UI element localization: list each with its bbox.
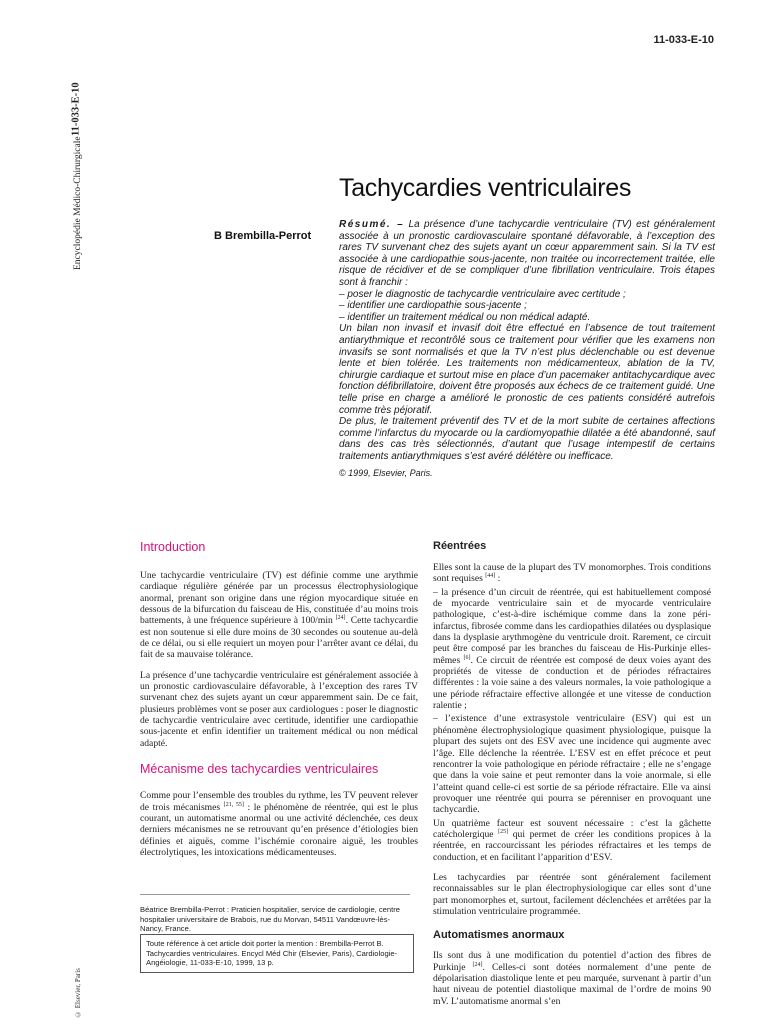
body-paragraph <box>140 570 418 661</box>
abstract-paragraph <box>339 219 715 289</box>
reference: [21, 55] <box>223 801 244 808</box>
text-run: Une tachycardie ventriculaire (TV) est définie comme une arythmie cardiaque régulière générée par un processus électrophysiologique anormal, prenant son origine dans une région myocardique située en dessous de la bifurcation du faisceau de His, constituée d’au moins trois battements, à une fréquence supérieure à 100/min <box>140 570 418 627</box>
body-paragraph <box>140 790 418 858</box>
abstract <box>339 219 715 480</box>
body-paragraph: Les tachycardies par réentrée sont généralement facilement reconnaissables sur le plan électrophysiologique car elles sont d’une part monomorphes et, surtout, facilement déclenchées et arrêtées par la stimulation ventriculaire programmée. <box>433 871 711 917</box>
right-column <box>433 540 711 1007</box>
reference: [24] <box>335 615 346 622</box>
abstract-paragraph: De plus, le traitement préventif des TV et de la mort subite de certaines affections comme l’infarctus du myocarde ou la cardiomyopathie dilatée a été abandonné, sauf dans des cas très sélectionnés, d’autant que l’usage intempestif de certains traitements antiarythmiques s’est avéré délétère ou inefficace. <box>339 416 715 462</box>
text-run: . Ce circuit de réentrée est composé de deux voies ayant des propriétés de vitesse de conduction et de périodes réfractaires différentes : la voie saine a des valeurs normales, la voie pathologique a une période réfractaire effective allongée et une vitesse de conduction ralentie ; <box>433 654 711 712</box>
abstract-bullet: – poser le diagnostic de tachycardie ventriculaire avec certitude ; <box>339 288 626 300</box>
body-paragraph <box>433 950 711 1007</box>
abstract-paragraph: Un bilan non invasif et invasif doit être effectué en l’absence de tout traitement antiarythmique et recontrôlé sous ce traitement pour vérifier que les examens non invasifs se sont normalisés et que la TV n’est plus déclenchable ou est devenue lente et bien tolérée. Les traitements non médicamenteux, ablation de la TV, chirurgie cardiaque et surtout mise en place d’un pacemaker antitachycardique avec fonction défibrillatoire, doivent être proposés aux échecs de ce traitement guidé. Une telle prise en charge a amélioré le pronostic de ces patients considéré autrefois comme très péjoratif. <box>339 323 715 416</box>
abstract-lead: La présence d’une tachycardie ventriculaire (TV) est généralement associée à un pronostic cardiovasculaire spontané défavorable, à l’exception des rares TV survenant chez des sujets ayant un cœur apparemment sain. Si la TV est associée à une cardiopathie sous-jacente, non traitée ou incorrectement traitée, elle risque de récidiver et de se compliquer d’une fibrillation ventriculaire. Trois étapes sont à franchir : <box>339 219 715 288</box>
text-run: Ils sont dus à une modification du potentiel d’action des fibres de Purkinje <box>433 950 711 973</box>
body-paragraph <box>433 587 711 712</box>
abstract-bullet: – identifier un traitement médical ou non médical adapté. <box>339 311 591 323</box>
journal-sidebar <box>71 40 85 270</box>
publisher-mark: © Elsevier, Paris <box>74 968 82 1018</box>
abstract-copyright: © 1999, Elsevier, Paris. <box>339 468 433 479</box>
reference: [6] <box>463 654 471 661</box>
body-paragraph: La présence d’une tachycardie ventriculaire est généralement associée à un pronostic cardiovasculaire défavorable, à l’exception des rares TV survenant chez des sujets ayant un cœur apparemment sain. De ce fait, plusieurs problèmes vont se poser aux cardiologues : poser le diagnostic de tachycardie ventriculaire avec certitude, identifier une cardiopathie sous-jacente et enfin identifier un traitement médical ou non médical adapté. <box>140 669 418 749</box>
body-paragraph: – l’existence d’une extrasystole ventriculaire (ESV) qui est un phénomène électrophysiologique quasiment physiologique, puisque la plupart des sujets ont des ESV avec une incidence qui augmente avec l’âge. Elle déclenche la réentrée. L’ESV est en effet précoce et peut rencontrer la voie pathologique en période réfractaire ; elle ne s’engage que dans la voie saine et peut remonter dans la voie anormale, si elle l’atteint quand celle-ci est sortie de sa période réfractaire. Elle va ainsi provoquer une réentrée qui pourra se pérenniser en provoquant une tachycardie. <box>433 713 711 816</box>
subsection-heading-reentry: Réentrées <box>433 540 487 552</box>
text-run: Elles sont la cause de la plupart des TV monomorphes. Trois conditions sont requises <box>433 562 711 585</box>
body-paragraph <box>433 562 711 585</box>
article-author: B Brembilla-Perrot <box>214 230 312 242</box>
document-number: 11-033-E-10 <box>653 34 714 46</box>
reference: [44] <box>485 573 496 580</box>
journal-name: Encyclopédie Médico-Chirurgicale <box>73 136 83 270</box>
sidebar-code: 11-033-E-10 <box>70 82 82 137</box>
text-run: Un quatrième facteur est souvent nécessaire : c’est la gâchette catécholergique <box>433 817 711 840</box>
subsection-heading-automatism: Automatismes anormaux <box>433 929 565 942</box>
abstract-bullet: – identifier une cardiopathie sous-jacente ; <box>339 300 527 312</box>
text-run: : le phénomène de réentrée, qui est le plus courant, un automatisme anormal ou une activité déclenchée, ces deux derniers mécanismes ne se retrouvant qu’en présence d’étiologies bien définies et aiguës, comme l’ischémie coronaire aiguë, les troubles électrolytiques, les intoxications médicamenteuses. <box>140 801 418 858</box>
citation-box: Toute référence à cet article doit porter la mention : Brembilla-Perrot B. Tachycardies ventriculaires. Encycl Méd Chir (Elsevier, Paris), Cardiologie-Angéiologie, 11-033-E-10, 1999, 13 p. <box>140 934 414 973</box>
text-run: : <box>495 573 501 585</box>
text-run: – la présence d’un circuit de réentrée, qui est habituellement composé de myocarde ventriculaire sain et de myocarde ventriculaire pathologique, c’est-à-dire ischémique comme dans la zone péri-infarctus, fibrosée comme dans les cardiopathies dilatées ou dysplasique dans la dysplasie arythmogène du ventricule droit. Rarement, ce circuit peut être composé par les branches du faisceau de His-Purkinje elles-mêmes <box>433 586 711 666</box>
author-footnote: Béatrice Brembilla-Perrot : Praticien hospitalier, service de cardiologie, centre hospitalier universitaire de Brabois, rue du Morvan, 54511 Vandœuvre-lès-Nancy, France. <box>140 894 410 934</box>
text-run: . Celles-ci sont dotées normalement d’une pente de dépolarisation diastolique lente et peu marquée, survenant à partir d’un haut niveau de potentiel diastolique maximal de l’ordre de moins 90 mV. L’automatisme anormal s’en <box>433 961 711 1007</box>
abstract-label: Résumé. – <box>339 219 405 230</box>
body-paragraph <box>433 818 711 863</box>
text-run: . Cette tachycardie est non soutenue si elle dure moins de 30 secondes ou soutenue au-delà de ce délai, ou si elle requiert un moyen pour l’arrêter avant ce délai, du fait de sa mauvaise tolérance. <box>140 615 418 661</box>
article-title: Tachycardies ventriculaires <box>339 174 632 202</box>
section-heading-mechanism: Mécanisme des tachycardies ventriculaires <box>140 762 379 777</box>
reference: [25] <box>498 828 509 835</box>
left-column <box>140 540 418 858</box>
text-run: qui permet de créer les conditions propices à la réentrée, en raccourcissant les périodes réfractaires et les temps de conduction, et en facilitant l’apparition d’ESV. <box>433 828 711 863</box>
text-run: Comme pour l’ensemble des troubles du rythme, les TV peuvent relever de trois mécanismes <box>140 790 418 813</box>
reference: [24] <box>472 961 483 968</box>
section-heading-introduction: Introduction <box>140 540 206 554</box>
